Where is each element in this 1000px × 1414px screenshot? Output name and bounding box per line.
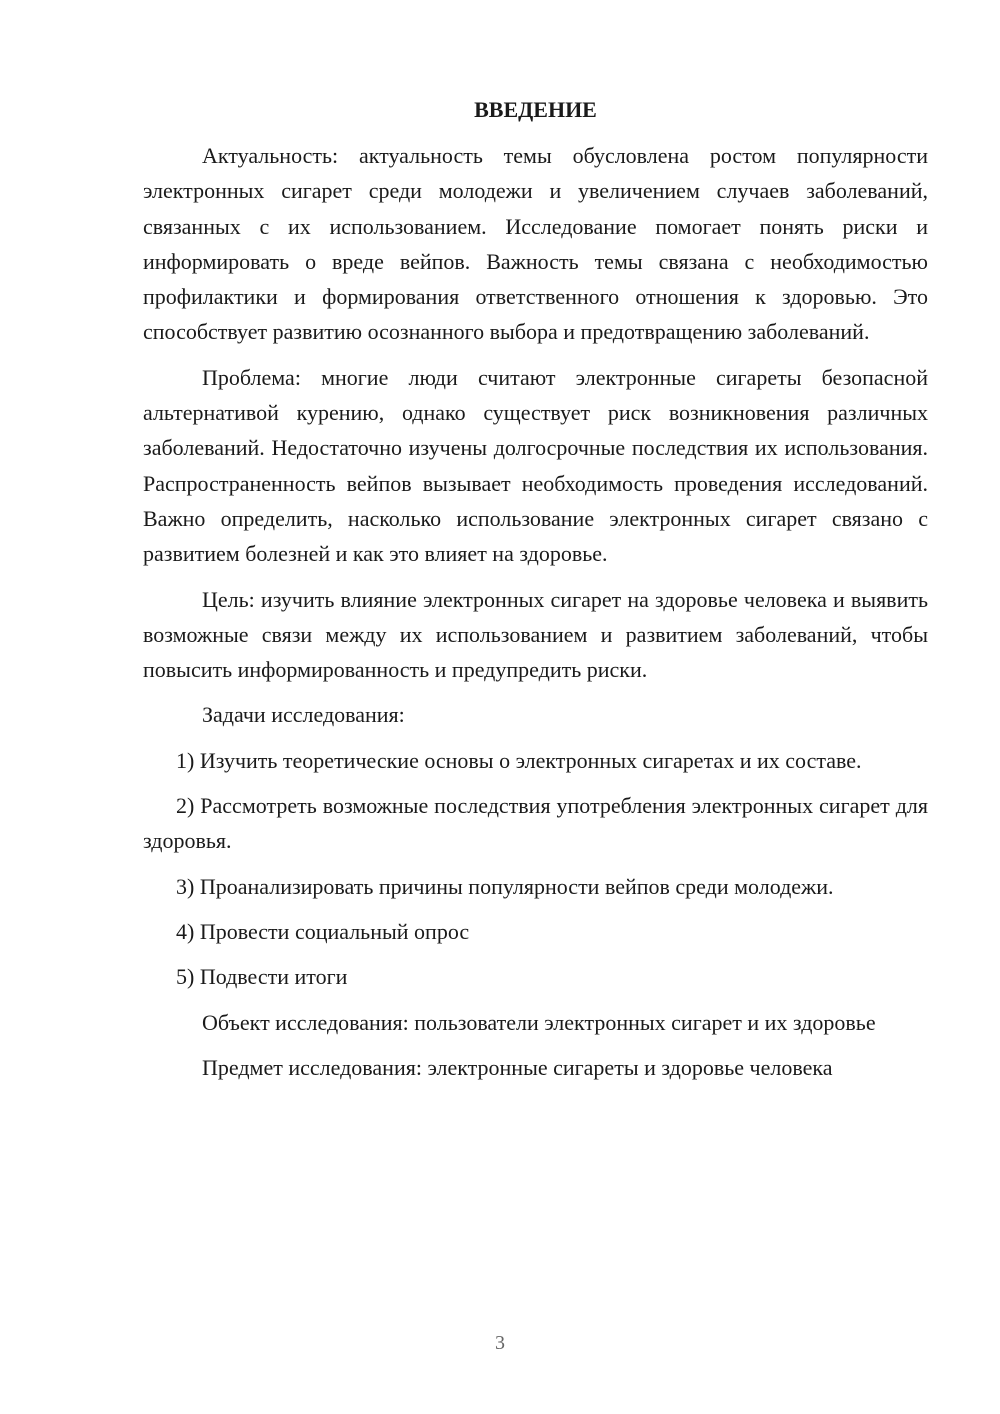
page-number: 3 <box>495 1332 505 1354</box>
task-item: 4) Провести социальный опрос <box>176 918 470 944</box>
task-item: 2) Рассмотреть возможные последствия употребления электронных сигарет для здоровья. <box>143 793 928 854</box>
document-page <box>143 90 928 1095</box>
goal-paragraph: Цель: изучить влияние электронных сигарет на здоровье человека и выявить возможные связи между их использованием и развитием заболеваний, чтобы повысить информированность и предупредить риски. <box>143 586 928 683</box>
problem-paragraph: Проблема: многие люди считают электронные сигареты безопасной альтернативой курению, однако существует риск возникновения различных заболеваний. Недостаточно изучены долгосрочные последствия их использования. Распространенность вейпов вызывает необходимость проведения исследований. Важно определить, насколько использование электронных сигарет связано с развитием болезней и как это влияет на здоровье. <box>143 364 928 567</box>
object-paragraph: Объект исследования: пользователи электронных сигарет и их здоровье <box>202 1009 876 1035</box>
task-item: 5) Подвести итоги <box>176 964 348 990</box>
tasks-heading: Задачи исследования: <box>202 702 405 728</box>
relevance-paragraph: Актуальность: актуальность темы обусловлена ростом популярности электронных сигарет среди молодежи и увеличением случаев заболеваний, связанных с их использованием. Исследование помогает понять риски и информировать о вреде вейпов. Важность темы связана с необходимостью профилактики и формирования ответственного отношения к здоровью. Это способствует развитию осознанного выбора и предотвращению заболеваний. <box>143 143 928 345</box>
task-item: 1) Изучить теоретические основы о электронных сигаретах и их составе. <box>176 747 862 773</box>
section-title: ВВЕДЕНИЕ <box>474 97 597 122</box>
subject-paragraph: Предмет исследования: электронные сигареты и здоровье человека <box>202 1054 833 1080</box>
task-item: 3) Проанализировать причины популярности вейпов среди молодежи. <box>176 873 834 899</box>
